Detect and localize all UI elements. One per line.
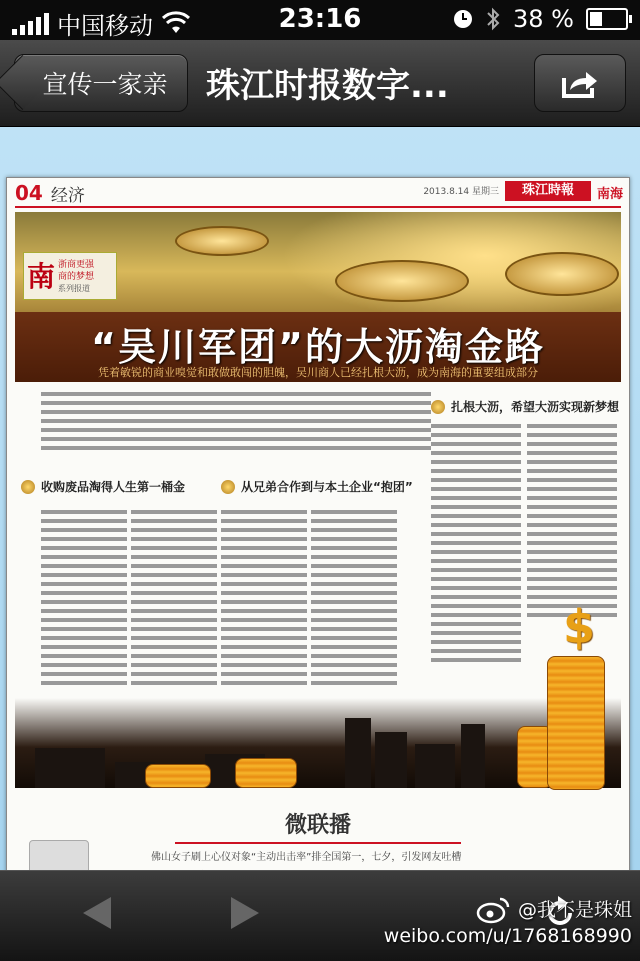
coin-icon [431, 400, 445, 414]
section-title-1: 收购废品淘得人生第一桶金 [21, 478, 185, 495]
weibo-watermark [384, 897, 632, 949]
city-skyline-image [15, 698, 621, 788]
clock: 23:16 [278, 4, 362, 34]
right-arrow-icon [229, 895, 263, 931]
column-text [221, 508, 307, 688]
clock-icon [453, 9, 473, 29]
battery-icon [586, 8, 628, 30]
bluetooth-icon [485, 7, 501, 31]
navigation-bar [0, 40, 640, 127]
masthead-logo: 珠江時報 [505, 181, 591, 201]
preview-subtitle: 佛山女子刷上心仪对象“主动出击率”排全国第一，七夕，引发网友吐槽 [151, 852, 462, 863]
intro-text-block [41, 390, 431, 452]
left-arrow-icon [79, 895, 113, 931]
issue-date: 2013.8.14 星期三 [423, 187, 499, 197]
content-area[interactable] [0, 127, 640, 870]
coin-icon [221, 480, 235, 494]
newspaper-page[interactable] [6, 177, 630, 879]
headline-banner [15, 212, 621, 382]
column-text [41, 508, 127, 688]
column-text [311, 508, 397, 688]
watermark-url: weibo.com/u/1768168990 [383, 925, 632, 947]
coin-icon [21, 480, 35, 494]
article-subhead: 凭着敏锐的商业嗅觉和敢做敢闯的胆魄，吴川商人已经扎根大沥，成为南海的重要组成部分 [98, 366, 538, 379]
column-text [131, 508, 217, 688]
share-icon [560, 66, 600, 100]
carrier-label: 中国移动 [57, 12, 153, 40]
article-headline: “吴川军团”的大沥淘金路 [91, 325, 545, 369]
next-article-preview [15, 806, 621, 878]
bottom-toolbar [0, 870, 640, 961]
series-tag: 南 浙商更强 商的梦想 系列报道 [23, 252, 117, 300]
column-text [527, 422, 617, 622]
column-text [431, 422, 521, 662]
weibo-icon [476, 897, 510, 923]
battery-percent: 38 % [513, 5, 574, 33]
back-nav-button[interactable] [76, 893, 116, 933]
gold-coin-stack [547, 656, 605, 790]
page-number: 04 [15, 181, 43, 205]
share-button[interactable] [534, 54, 626, 112]
section-name: 经济 [50, 185, 85, 206]
forward-nav-button[interactable] [226, 893, 266, 933]
back-button-label: 宣传一家亲 [42, 70, 168, 99]
section-title-2: 从兄弟合作到与本土企业“抱团” [221, 478, 413, 495]
section-title-3: 扎根大沥，希望大沥实现新梦想 [431, 398, 619, 415]
column-title: 微联播 [284, 813, 351, 838]
back-button[interactable] [14, 54, 188, 112]
watermark-handle: @我不是珠姐 [517, 899, 632, 921]
page-title: 珠江时报数字... [206, 66, 449, 106]
region-label: 南海 [596, 187, 623, 202]
dollar-icon: $ [563, 600, 596, 654]
status-bar [0, 0, 640, 40]
